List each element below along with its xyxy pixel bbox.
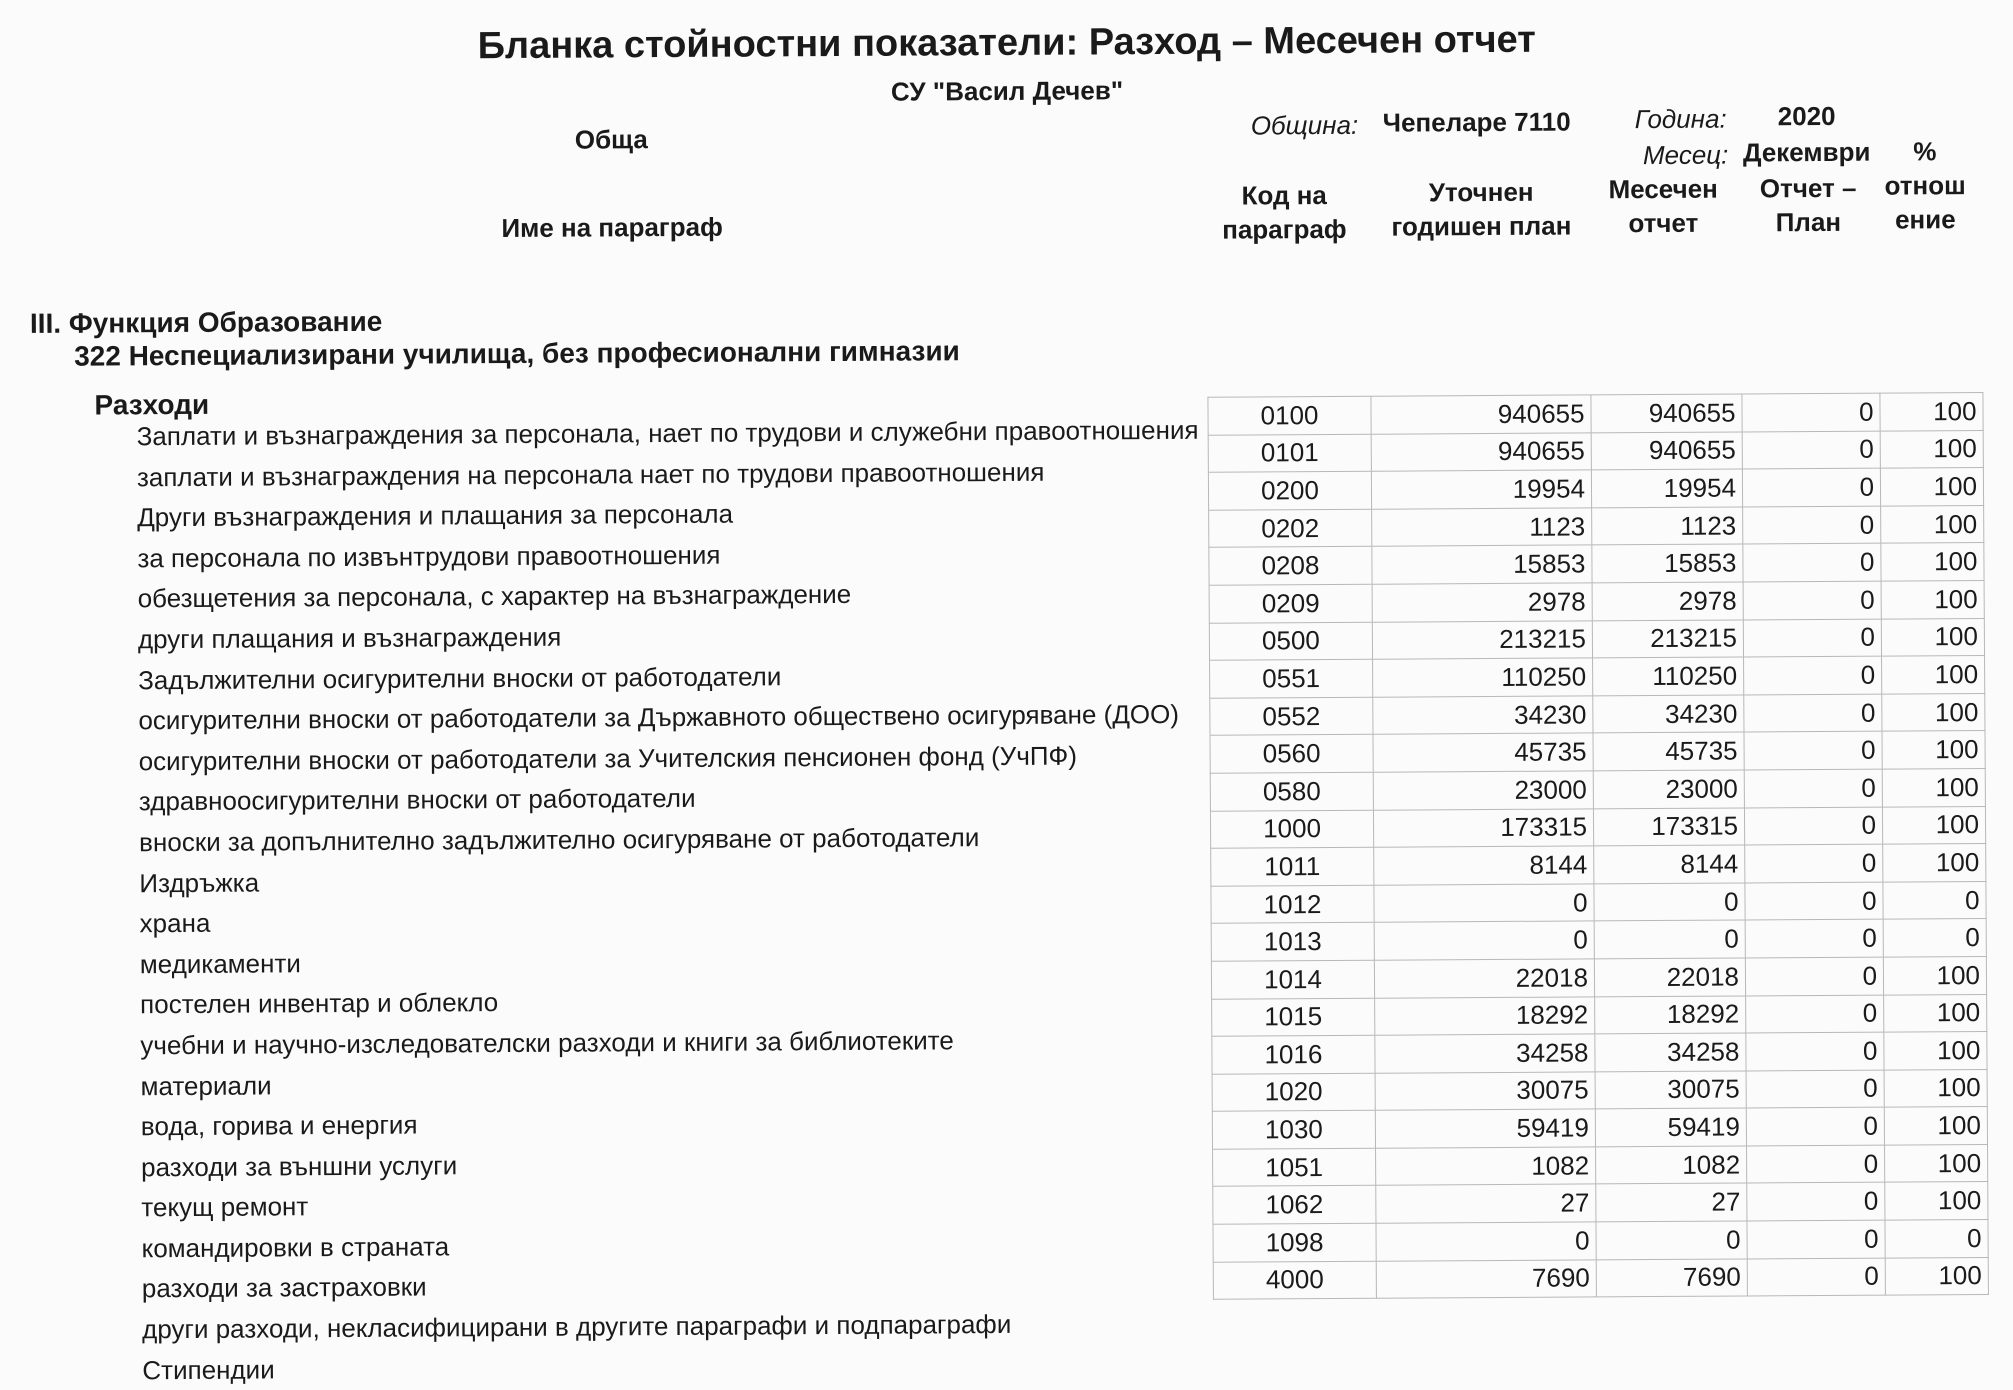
percent-cell: 100 <box>1881 618 1984 656</box>
table-row <box>1208 430 1983 472</box>
section-group: Разходи <box>94 388 210 421</box>
paragraph-name: осигурителни вноски от работодатели за Държавното обществено осигуряване (ДОО) <box>138 699 1180 736</box>
paragraph-name: командировки в страната <box>141 1231 450 1264</box>
annual-plan-cell: 15853 <box>1372 545 1592 584</box>
report-minus-plan-cell: 0 <box>1745 844 1883 882</box>
report-minus-plan-cell: 0 <box>1744 694 1882 732</box>
monthly-report-cell: 30075 <box>1595 1071 1746 1110</box>
percent-cell: 100 <box>1885 1144 1988 1182</box>
table-row <box>1210 656 1985 698</box>
report-minus-plan-cell: 0 <box>1743 581 1881 619</box>
report-minus-plan-cell: 0 <box>1745 919 1883 957</box>
paragraph-name: разходи за външни услуги <box>141 1150 458 1182</box>
paragraph-code-cell: 4000 <box>1213 1261 1376 1300</box>
percent-cell: 100 <box>1885 1257 1988 1295</box>
paragraph-name: други плащания и възнаграждения <box>137 621 562 655</box>
annual-plan-cell: 0 <box>1374 884 1594 923</box>
annual-plan-cell: 8144 <box>1374 846 1594 885</box>
percent-cell: 100 <box>1880 393 1983 431</box>
percent-cell: 100 <box>1881 505 1984 543</box>
percent-cell: 0 <box>1883 881 1986 919</box>
monthly-report-cell: 8144 <box>1594 845 1745 884</box>
paragraph-code-cell: 0200 <box>1208 471 1371 510</box>
paragraph-name: текущ ремонт <box>141 1191 309 1223</box>
report-minus-plan-cell: 0 <box>1746 1107 1884 1145</box>
monthly-report-cell: 34230 <box>1593 695 1744 734</box>
monthly-report-cell: 15853 <box>1592 544 1743 583</box>
report-minus-plan-cell: 0 <box>1742 431 1880 469</box>
report-minus-plan-cell: 0 <box>1747 1183 1885 1221</box>
column-header-report: Месечен отчет <box>1608 173 1718 239</box>
percent-cell: 100 <box>1884 1069 1987 1107</box>
monthly-report-cell: 0 <box>1594 883 1745 922</box>
annual-plan-cell: 1123 <box>1372 508 1592 547</box>
annual-plan-cell: 34230 <box>1373 696 1593 735</box>
percent-cell: 100 <box>1883 844 1986 882</box>
paragraph-name: постелен инвентар и облекло <box>140 987 499 1020</box>
report-minus-plan-cell: 0 <box>1745 882 1883 920</box>
table-row <box>1208 468 1983 510</box>
paragraph-code-cell: 0202 <box>1209 509 1372 548</box>
paragraph-name: Задължителни осигурителни вноски от работодатели <box>138 660 782 695</box>
municipality-value: Чепеларе 7110 <box>1382 106 1571 138</box>
municipality-label: Община: <box>1250 109 1359 141</box>
percent-cell: 100 <box>1880 468 1983 506</box>
annual-plan-cell: 19954 <box>1371 470 1591 509</box>
scope-label: Обща <box>574 124 648 155</box>
column-header-name: Име на параграф <box>501 211 723 244</box>
paragraph-code-cell: 0580 <box>1210 772 1373 811</box>
table-row <box>1213 1182 1988 1224</box>
paragraph-name: Други възнаграждения и плащания за персонала <box>137 498 734 533</box>
annual-plan-cell: 0 <box>1374 921 1594 960</box>
report-minus-plan-cell: 0 <box>1744 807 1882 845</box>
monthly-report-cell: 27 <box>1596 1183 1747 1222</box>
monthly-report-cell: 23000 <box>1593 770 1744 809</box>
percent-cell: 100 <box>1884 1107 1987 1145</box>
paragraph-code-cell: 0500 <box>1209 622 1372 661</box>
paragraph-name: обезщетения за персонала, с характер на възнаграждение <box>137 579 852 614</box>
percent-cell: 100 <box>1885 1182 1988 1220</box>
monthly-report-cell: 110250 <box>1593 657 1744 696</box>
table-row <box>1210 768 1985 810</box>
table-row <box>1212 1032 1987 1074</box>
paragraph-name: медикаменти <box>139 948 301 979</box>
paragraph-name: храна <box>139 907 211 939</box>
paragraph-code-cell: 0552 <box>1210 697 1373 736</box>
table-row <box>1213 1144 1988 1186</box>
percent-cell: 100 <box>1882 731 1985 769</box>
percent-cell: 100 <box>1881 543 1984 581</box>
annual-plan-cell: 2978 <box>1372 583 1592 622</box>
annual-plan-cell: 0 <box>1376 1222 1596 1261</box>
paragraph-code-cell: 1016 <box>1212 1035 1375 1074</box>
table-row <box>1211 919 1986 961</box>
report-minus-plan-cell: 0 <box>1743 506 1881 544</box>
paragraph-code-cell: 0551 <box>1210 659 1373 698</box>
paragraph-name: здравноосигурителни вноски от работодатели <box>138 783 696 817</box>
monthly-report-cell: 22018 <box>1594 958 1745 997</box>
paragraph-code-cell: 1012 <box>1211 885 1374 924</box>
table-row <box>1210 806 1985 848</box>
monthly-report-cell: 940655 <box>1591 394 1742 433</box>
paragraph-code-cell: 1000 <box>1210 810 1373 849</box>
percent-cell: 100 <box>1882 768 1985 806</box>
paragraph-code-cell: 1030 <box>1212 1111 1375 1150</box>
annual-plan-cell: 59419 <box>1375 1109 1595 1148</box>
year-label: Година: <box>1634 103 1727 135</box>
annual-plan-cell: 7690 <box>1376 1260 1596 1299</box>
annual-plan-cell: 18292 <box>1375 996 1595 1035</box>
paragraph-name: Заплати и възнаграждения за персонала, нает по трудови и служебни правоотношения <box>136 414 1199 452</box>
paragraph-name: Стипендии <box>142 1354 275 1385</box>
report-minus-plan-cell: 0 <box>1744 656 1882 694</box>
annual-plan-cell: 45735 <box>1373 733 1593 772</box>
monthly-report-cell: 45735 <box>1593 732 1744 771</box>
values-table <box>1207 392 1989 1300</box>
report-minus-plan-cell: 0 <box>1745 957 1883 995</box>
paragraph-code-cell: 0208 <box>1209 547 1372 586</box>
paragraph-code-cell: 1015 <box>1212 998 1375 1037</box>
table-row <box>1208 393 1983 435</box>
monthly-report-cell: 213215 <box>1592 620 1743 659</box>
paragraph-name: вноски за допълнително задължително осигуряване от работодатели <box>139 822 980 858</box>
table-row <box>1209 580 1984 622</box>
monthly-report-cell: 18292 <box>1595 995 1746 1034</box>
paragraph-name: осигурителни вноски от работодатели за Учителския пенсионен фонд (УчПФ) <box>138 740 1078 777</box>
annual-plan-cell: 173315 <box>1373 808 1593 847</box>
table-row <box>1212 994 1987 1036</box>
report-minus-plan-cell: 0 <box>1744 731 1882 769</box>
paragraph-code-cell: 0101 <box>1208 434 1371 473</box>
percent-cell: 100 <box>1884 994 1987 1032</box>
paragraph-code-cell: 1013 <box>1211 923 1374 962</box>
column-header-diff: Отчет – План <box>1759 172 1857 238</box>
table-row <box>1209 505 1984 547</box>
paragraph-name: материали <box>140 1069 272 1101</box>
monthly-report-cell: 19954 <box>1591 469 1742 508</box>
report-minus-plan-cell: 0 <box>1742 393 1880 431</box>
table-row <box>1210 693 1985 735</box>
month-value: Декември <box>1742 136 1871 168</box>
annual-plan-cell: 30075 <box>1375 1072 1595 1111</box>
report-minus-plan-cell: 0 <box>1743 619 1881 657</box>
percent-cell: 100 <box>1883 956 1986 994</box>
column-header-plan: Уточнен годишен план <box>1391 176 1572 242</box>
table-row <box>1213 1220 1988 1262</box>
table-row <box>1210 731 1985 773</box>
percent-cell: 100 <box>1884 1032 1987 1070</box>
section-activity: 322 Неспециализирани училища, без професионални гимназии <box>74 335 960 372</box>
page-title: Бланка стойностни показатели: Разход – Месечен отчет <box>477 18 1536 68</box>
monthly-report-cell: 1123 <box>1592 507 1743 546</box>
table-row <box>1211 881 1986 923</box>
monthly-report-cell: 34258 <box>1595 1033 1746 1072</box>
paragraph-name: вода, горива и енергия <box>140 1109 418 1142</box>
paragraph-code-cell: 1051 <box>1213 1148 1376 1187</box>
percent-cell: 100 <box>1882 656 1985 694</box>
paragraph-name: Издръжка <box>139 867 260 898</box>
table-row <box>1209 618 1984 660</box>
table-row <box>1212 1069 1987 1111</box>
table-row <box>1209 543 1984 585</box>
year-value: 2020 <box>1777 100 1836 132</box>
report-minus-plan-cell: 0 <box>1746 1032 1884 1070</box>
report-minus-plan-cell: 0 <box>1742 468 1880 506</box>
percent-cell: 100 <box>1882 693 1985 731</box>
annual-plan-cell: 940655 <box>1371 395 1591 434</box>
paragraph-name: заплати и възнаграждения на персонала нает по трудови правоотношения <box>136 456 1045 492</box>
paragraph-code-cell: 0560 <box>1210 735 1373 774</box>
percent-cell: 100 <box>1882 806 1985 844</box>
annual-plan-cell: 940655 <box>1371 432 1591 471</box>
paragraph-name: разходи за застраховки <box>141 1271 427 1304</box>
paragraph-name: други разходи, некласифицирани в другите параграфи и подпараграфи <box>142 1309 1012 1345</box>
report-minus-plan-cell: 0 <box>1743 544 1881 582</box>
report-minus-plan-cell: 0 <box>1747 1258 1885 1296</box>
section-function: III. Функция Образование <box>29 305 383 339</box>
percent-cell: 100 <box>1880 430 1983 468</box>
monthly-report-cell: 940655 <box>1591 432 1742 471</box>
annual-plan-cell: 1082 <box>1376 1147 1596 1186</box>
column-header-code: Код на параграф <box>1222 180 1347 245</box>
monthly-report-cell: 0 <box>1596 1221 1747 1260</box>
annual-plan-cell: 22018 <box>1374 959 1594 998</box>
table-row <box>1211 956 1986 998</box>
report-minus-plan-cell: 0 <box>1747 1220 1885 1258</box>
table-row <box>1213 1257 1988 1299</box>
report-minus-plan-cell: 0 <box>1746 1070 1884 1108</box>
annual-plan-cell: 23000 <box>1373 771 1593 810</box>
monthly-report-cell: 0 <box>1594 920 1745 959</box>
monthly-report-cell: 59419 <box>1595 1108 1746 1147</box>
annual-plan-cell: 27 <box>1376 1184 1596 1223</box>
monthly-report-cell: 2978 <box>1592 582 1743 621</box>
report-minus-plan-cell: 0 <box>1746 995 1884 1033</box>
monthly-report-cell: 1082 <box>1596 1146 1747 1185</box>
paragraph-code-cell: 1020 <box>1212 1073 1375 1112</box>
paragraph-code-cell: 1014 <box>1211 960 1374 999</box>
monthly-report-cell: 7690 <box>1596 1259 1747 1298</box>
report-minus-plan-cell: 0 <box>1747 1145 1885 1183</box>
paragraph-code-cell: 1098 <box>1213 1223 1376 1262</box>
monthly-report-cell: 173315 <box>1593 807 1744 846</box>
percent-cell: 100 <box>1881 580 1984 618</box>
annual-plan-cell: 110250 <box>1373 658 1593 697</box>
paragraph-code-cell: 1011 <box>1211 847 1374 886</box>
paragraph-name: за персонала по извънтрудови правоотношения <box>137 539 721 574</box>
paragraph-names-list <box>137 409 1213 1390</box>
table-row <box>1212 1107 1987 1149</box>
annual-plan-cell: 34258 <box>1375 1034 1595 1073</box>
percent-cell: 0 <box>1883 919 1986 957</box>
school-name: СУ "Васил Дечев" <box>890 75 1124 107</box>
percent-cell: 0 <box>1885 1220 1988 1258</box>
month-label: Месец: <box>1642 139 1729 171</box>
table-row <box>1211 844 1986 886</box>
annual-plan-cell: 213215 <box>1372 620 1592 659</box>
column-header-percent: % отнош ение <box>1884 136 1966 235</box>
paragraph-code-cell: 0100 <box>1208 396 1371 435</box>
report-minus-plan-cell: 0 <box>1744 769 1882 807</box>
paragraph-code-cell: 1062 <box>1213 1186 1376 1225</box>
paragraph-code-cell: 0209 <box>1209 584 1372 623</box>
paragraph-name: учебни и научно-изследователски разходи и книги за библиотеките <box>140 1025 954 1061</box>
